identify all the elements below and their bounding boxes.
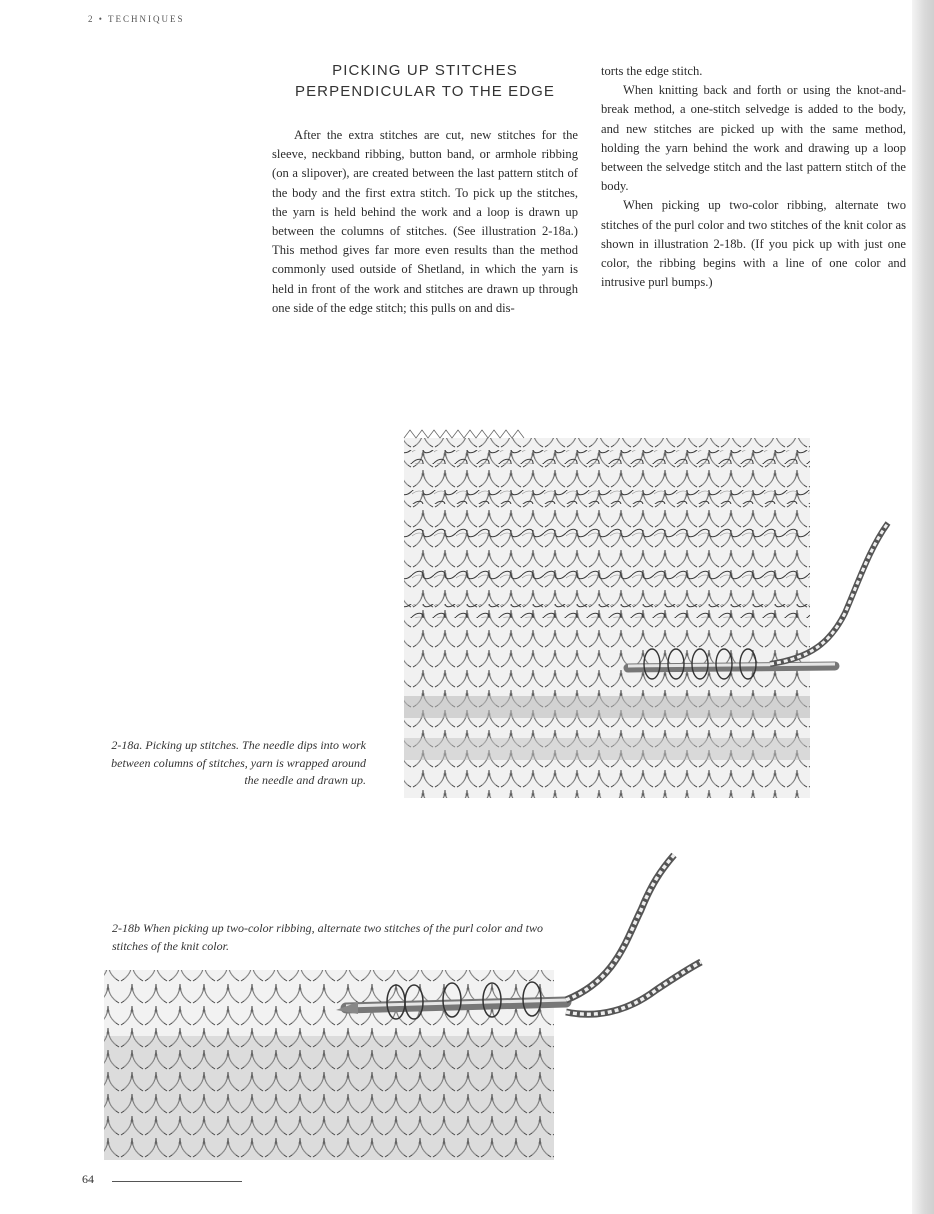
folio-rule: [112, 1181, 242, 1182]
section-title: [272, 60, 578, 102]
text-column-left: [272, 126, 578, 318]
page-gutter-shadow: [912, 0, 934, 1214]
figure-caption-2-18a: 2-18a. Picking up stitches. The needle dips into work between columns of stitches, yarn is wrapped around the needle and drawn up.: [111, 738, 366, 787]
page-number: 64: [82, 1172, 94, 1186]
section-title-line-2: PERPENDICULAR TO THE EDGE: [294, 83, 556, 100]
text-column-right: [601, 62, 906, 292]
body-paragraph: After the extra stitches are cut, new stitches for the sleeve, neckband ribbing, button band, or armhole ribbing (on a slipover), are created between the last pattern stitch of the body and the first extra stitch. To pick up the stitches, the yarn is held behind the work and a loop is drawn up between the columns of stitches. (See illustration 2-18a.) This method gives far more even results than the method commonly used outside of Shetland, in which the yarn is held in front of the work and stitches are drawn up through one side of the edge stitch; this pulls on and dis-: [272, 128, 578, 315]
knitting-illustration-2-18a: [390, 428, 900, 808]
body-paragraph: When knitting back and forth or using the knot-and-break method, a one-stitch selvedge is added to the body, and new stitches are picked up with the same method, holding the yarn behind the work and drawing up a loop between the selvedge stitch and the last pattern stitch of the body.: [601, 83, 906, 194]
running-head: 2 • TECHNIQUES: [88, 14, 185, 24]
figure-caption-2-18b: 2-18b When picking up two-color ribbing, alternate two stitches of the purl color and two stitches of the knit color.: [112, 921, 543, 953]
knitting-illustration-2-18b: [96, 850, 716, 1170]
section-title-line-1: PICKING UP STITCHES: [332, 62, 518, 79]
body-paragraph-continued: torts the edge stitch.: [601, 64, 703, 78]
body-paragraph: When picking up two-color ribbing, alternate two stitches of the purl color and two stitches of the knit color as shown in illustration 2-18b. (If you pick up with just one color, the ribbing begins with a line of one color and intrusive purl bumps.): [601, 198, 906, 290]
